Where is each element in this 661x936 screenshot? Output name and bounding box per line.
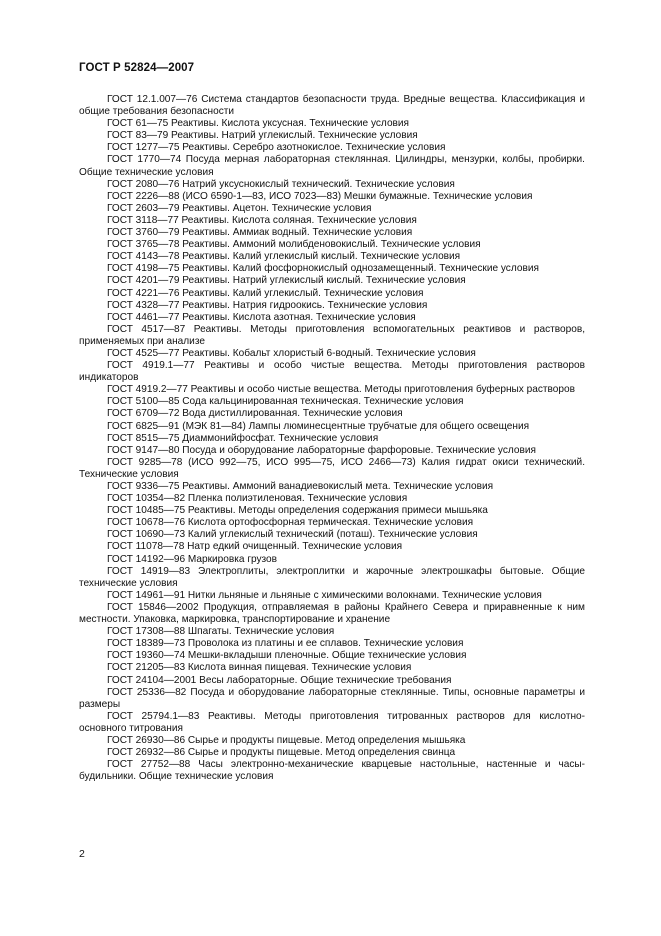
reference-entry: ГОСТ 25336—82 Посуда и оборудование лабораторные стеклянные. Типы, основные параметры и размеры <box>79 686 585 710</box>
reference-entry: ГОСТ 4198—75 Реактивы. Калий фосфорнокислый однозамещенный. Технические условия <box>107 263 539 275</box>
document-header: ГОСТ Р 52824—2007 <box>79 62 195 74</box>
reference-entry: ГОСТ 2080—76 Натрий уксуснокислый технический. Технические условия <box>107 178 455 190</box>
reference-entry: ГОСТ 14192—96 Маркировка грузов <box>107 553 278 565</box>
reference-entry: ГОСТ 24104—2001 Весы лабораторные. Общие технические требования <box>107 674 452 686</box>
reference-entry: ГОСТ 2603—79 Реактивы. Ацетон. Технические условия <box>107 202 372 214</box>
reference-entry: ГОСТ 14919—83 Электроплиты, электроплитки и жарочные электрошкафы бытовые. Общие технические условия <box>79 565 585 589</box>
reference-entry: ГОСТ 19360—74 Мешки-вкладыши пленочные. Общие технические условия <box>107 650 467 662</box>
reference-entry: ГОСТ 14961—91 Нитки льняные и льняные с химическими волокнами. Технические условия <box>107 589 542 601</box>
reference-entry: ГОСТ 4919.2—77 Реактивы и особо чистые вещества. Методы приготовления буферных растворов <box>107 384 575 396</box>
reference-entry: ГОСТ 1770—74 Посуда мерная лабораторная стеклянная. Цилиндры, мензурки, колбы, пробирки. Общие технические условия <box>79 154 585 178</box>
reference-entry: ГОСТ 10690—73 Калий углекислый технический (поташ). Технические условия <box>107 529 478 541</box>
reference-entry: ГОСТ 26932—86 Сырье и продукты пищевые. Метод определения свинца <box>107 747 456 759</box>
normative-references-list <box>79 94 585 783</box>
reference-entry: ГОСТ 83—79 Реактивы. Натрий углекислый. Технические условия <box>107 130 418 142</box>
reference-entry: ГОСТ 4517—87 Реактивы. Методы приготовления вспомогательных реактивов и растворов, применяемых при анализе <box>79 323 585 347</box>
reference-entry: ГОСТ 27752—88 Часы электронно-механические кварцевые настольные, настенные и часы-будильники. Общие технические условия <box>79 759 585 783</box>
reference-entry: ГОСТ 5100—85 Сода кальцинированная техническая. Технические условия <box>107 396 464 408</box>
reference-entry: ГОСТ 3760—79 Реактивы. Аммиак водный. Технические условия <box>107 227 413 239</box>
reference-entry: ГОСТ 26930—86 Сырье и продукты пищевые. Метод определения мышьяка <box>107 734 466 746</box>
reference-entry: ГОСТ 1277—75 Реактивы. Серебро азотнокислое. Технические условия <box>107 142 446 154</box>
reference-entry: ГОСТ 8515—75 Диаммонийфосфат. Технические условия <box>107 432 379 444</box>
reference-entry: ГОСТ 4201—79 Реактивы. Натрий углекислый кислый. Технические условия <box>107 275 466 287</box>
reference-entry: ГОСТ 12.1.007—76 Система стандартов безопасности труда. Вредные вещества. Классификация и общие требования безопасности <box>79 94 585 118</box>
reference-entry: ГОСТ 10354—82 Пленка полиэтиленовая. Технические условия <box>107 493 408 505</box>
reference-entry: ГОСТ 17308—88 Шпагаты. Технические условия <box>107 626 335 638</box>
reference-entry: ГОСТ 9336—75 Реактивы. Аммоний ванадиевокислый мета. Технические условия <box>107 481 494 492</box>
reference-entry: ГОСТ 4328—77 Реактивы. Натрия гидроокись. Технические условия <box>107 299 428 311</box>
reference-entry: ГОСТ 9147—80 Посуда и оборудование лабораторные фарфоровые. Технические условия <box>107 444 536 456</box>
reference-entry: ГОСТ 25794.1—83 Реактивы. Методы приготовления титрованных растворов для кислотно-основного титрования <box>79 710 585 734</box>
reference-entry: ГОСТ 4461—77 Реактивы. Кислота азотная. Технические условия <box>107 311 416 323</box>
reference-entry: ГОСТ 2226—88 (ИСО 6590-1—83, ИСО 7023—83) Мешки бумажные. Технические условия <box>107 190 533 202</box>
reference-entry: ГОСТ 3118—77 Реактивы. Кислота соляная. Технические условия <box>107 214 417 226</box>
reference-entry: ГОСТ 4919.1—77 Реактивы и особо чистые вещества. Методы приготовления растворов индикаторов <box>79 360 585 384</box>
reference-entry: ГОСТ 61—75 Реактивы. Кислота уксусная. Технические условия <box>107 118 410 130</box>
reference-entry: ГОСТ 10678—76 Кислота ортофосфорная термическая. Технические условия <box>107 517 474 529</box>
reference-entry: ГОСТ 18389—73 Проволока из платины и ее сплавов. Технические условия <box>107 638 464 650</box>
reference-entry: ГОСТ 15846—2002 Продукция, отправляемая в районы Крайнего Севера и приравненные к ним местности. Упаковка, маркировка, транспортирование и хранение <box>79 601 585 626</box>
reference-entry: ГОСТ 11078—78 Натр едкий очищенный. Технические условия <box>107 541 403 553</box>
reference-entry: ГОСТ 9285—78 (ИСО 992—75, ИСО 995—75, ИСО 2466—73) Калия гидрат окиси технический. Технические условия <box>79 456 585 480</box>
reference-entry: ГОСТ 4143—78 Реактивы. Калий углекислый кислый. Технические условия <box>107 251 461 263</box>
reference-entry: ГОСТ 4525—77 Реактивы. Кобальт хлористый 6-водный. Технические условия <box>107 347 476 359</box>
reference-entry: ГОСТ 21205—83 Кислота винная пищевая. Технические условия <box>107 662 412 674</box>
reference-entry: ГОСТ 6825—91 (МЭК 81—84) Лампы люминесцентные трубчатые для общего освещения <box>107 420 530 432</box>
reference-entry: ГОСТ 4221—76 Реактивы. Калий углекислый. Технические условия <box>107 287 424 299</box>
reference-entry: ГОСТ 10485—75 Реактивы. Методы определения содержания примеси мышьяка <box>107 505 488 517</box>
reference-entry: ГОСТ 6709—72 Вода дистиллированная. Технические условия <box>107 408 403 420</box>
page-number: 2 <box>79 848 85 860</box>
reference-entry: ГОСТ 3765—78 Реактивы. Аммоний молибденовокислый. Технические условия <box>107 239 481 251</box>
